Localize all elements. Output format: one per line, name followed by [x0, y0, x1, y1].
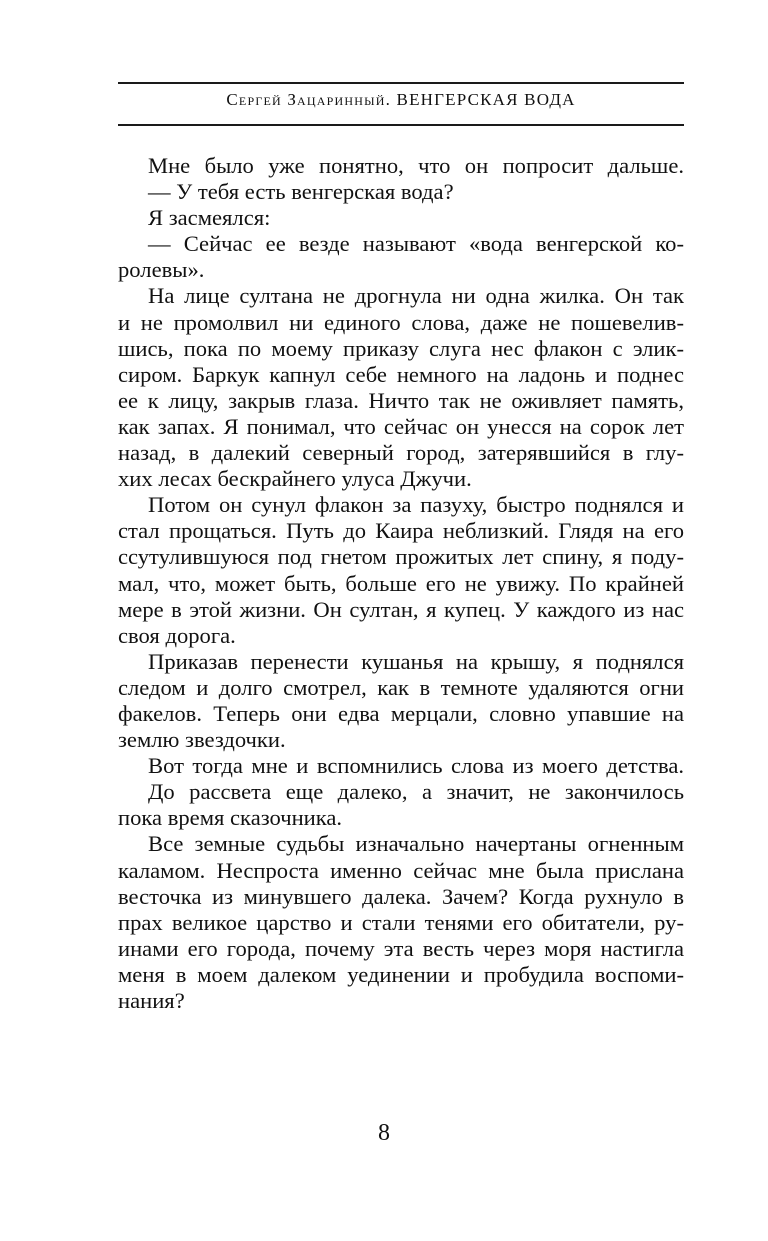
text-line: Потом он сунул флакон за пазуху, быстро поднялся и: [148, 492, 684, 518]
text-line: своя дорога.: [118, 622, 236, 648]
text-line: Вот тогда мне и вспомнились слова из моего детства.: [148, 753, 684, 779]
text-line: На лице султана не дрогнула ни одна жилка. Он так: [148, 283, 684, 309]
running-head: Сергей Зацаринный. ВЕНГЕРСКАЯ ВОДА: [226, 90, 576, 109]
text-line: следом и долго смотрел, как в темноте удаляются огни: [118, 674, 684, 700]
text-line: инами его города, почему эта весть через моря настигла: [118, 935, 684, 961]
text-line: факелов. Теперь они едва мерцали, словно упавшие на: [118, 700, 684, 726]
text-line: нания?: [118, 988, 185, 1013]
text-line: меня в моем далеком уединении и пробудила воспоми-: [118, 961, 684, 987]
text-line: как запах. Я понимал, что сейчас он унесся на сорок лет: [118, 413, 684, 439]
text-line: До рассвета еще далеко, а значит, не закончилось: [148, 779, 684, 805]
text-line: мал, что, может быть, больше его не увижу. По крайней: [118, 570, 684, 596]
text-line: шись, пока по моему приказу слуга нес флакон с элик-: [118, 335, 684, 361]
text-line: мере в этой жизни. Он султан, я купец. У каждого из нас: [118, 596, 684, 622]
text-line: стал прощаться. Путь до Каира неблизкий. Глядя на его: [118, 518, 684, 544]
text-line: Я засмеялся:: [148, 205, 271, 231]
text-line: прах великое царство и стали тенями его обитатели, ру-: [118, 909, 684, 935]
text-line: назад, в далекий северный город, затерявшийся в глу-: [118, 440, 684, 466]
text-line: пока время сказочника.: [118, 805, 343, 831]
text-line: весточка из минувшего далека. Зачем? Когда рухнуло в: [118, 883, 684, 909]
text-line: ролевы».: [118, 257, 205, 283]
text-line: Мне было уже понятно, что он попросит дальше.: [148, 153, 684, 178]
body-text: [118, 153, 684, 1014]
text-line: — Сейчас ее везде называют «вода венгерской ко-: [148, 231, 684, 257]
text-line: ее к лицу, закрыв глаза. Ничто так не оживляет память,: [118, 387, 684, 413]
text-line: и не промолвил ни единого слова, даже не пошевелив-: [118, 309, 684, 335]
text-line: каламом. Неспроста именно сейчас мне была прислана: [118, 857, 684, 883]
header-rule-bottom: [118, 124, 684, 126]
text-line: Приказав перенести кушанья на крышу, я поднялся: [148, 648, 684, 674]
text-line: хих лесах бескрайнего улуса Джучи.: [118, 466, 472, 492]
header-rule-top: [118, 82, 684, 84]
text-line: — У тебя есть венгерская вода?: [148, 179, 454, 205]
text-line: Все земные судьбы изначально начертаны огненным: [148, 831, 684, 857]
page-number: 8: [378, 1120, 390, 1146]
text-line: землю звездочки.: [118, 727, 286, 753]
text-line: ссутулившуюся под гнетом прожитых лет спину, я поду-: [118, 544, 684, 570]
text-line: сиром. Баркук капнул себе немного на ладонь и поднес: [118, 361, 684, 387]
